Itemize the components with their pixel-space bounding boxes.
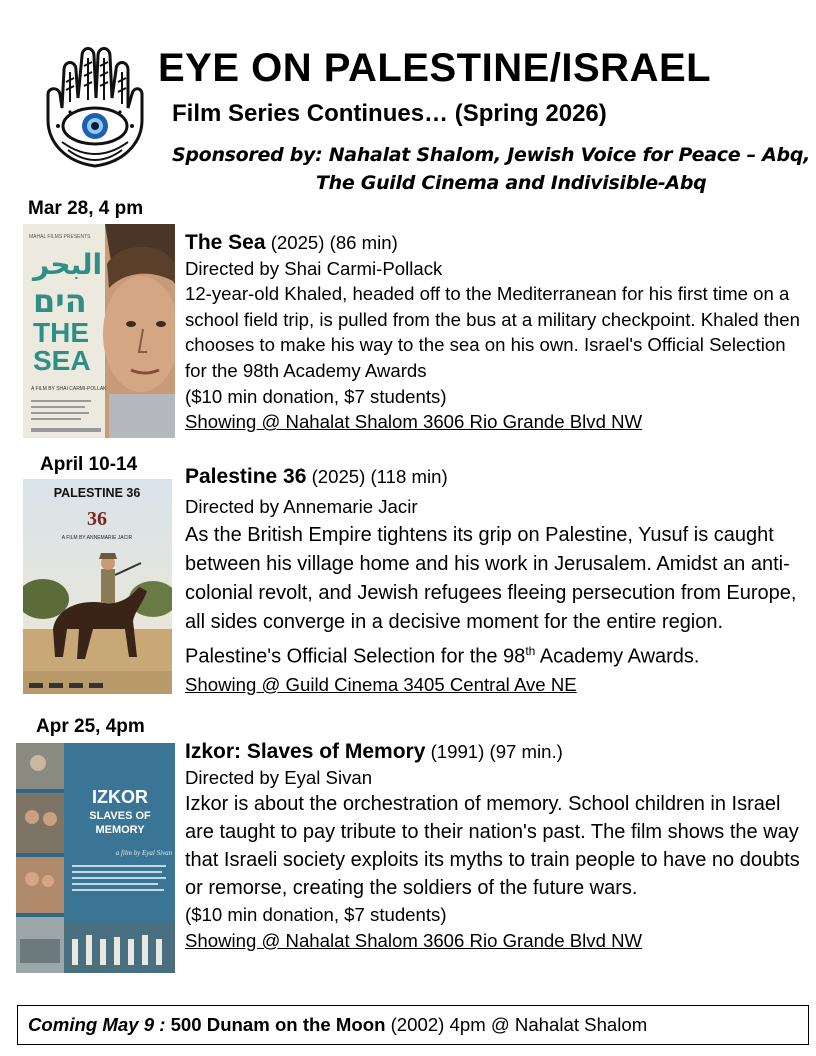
film-1-poster [23, 224, 175, 438]
page-title: EYE ON PALESTINE/ISRAEL [158, 46, 712, 90]
film-1-poster-title-2: SEA [33, 345, 91, 376]
film-1-poster-producer: MAHAL FILMS PRESENTS [29, 234, 91, 240]
film-1-title: The Sea [185, 231, 266, 254]
film-1-date: Mar 28, 4 pm [28, 198, 144, 219]
film-3-description: Izkor is about the orchestration of memory. School children in Israel are taught to pay tribute to their nation's past. The film shows the way that Israeli society exploits its myths to train people to have no doubts or remorse, creating the soldiers of the future wars. [185, 793, 800, 900]
hamsa-evil-eye-icon [40, 42, 150, 170]
film-1-poster-arabic-title: البحر [33, 248, 103, 281]
film-2-poster-credit: A FILM BY ANNEMARIE JACIR [61, 535, 133, 541]
film-3-poster-credit: a film by Eyal Sivan [115, 849, 173, 857]
film-1-director: Directed by Shai Carmi-Pollack [185, 257, 443, 279]
film-2-description: As the British Empire tightens its grip on Palestine, Yusuf is caught between his village home and his work in Jerusalem. Amidst an anti-colonial revolt, and Jewish refugees fleeing persecution from Europe, all sides converge in a decisive moment for the entire region. Palestine's Official Selection for the 98 [185, 524, 797, 668]
film-1-meta: (2025) (86 min) [265, 232, 398, 253]
film-3-poster-title-2: SLAVES OF [89, 810, 151, 822]
film-3-details [185, 739, 800, 953]
film-2-description-end: Academy Awards. [535, 645, 700, 668]
sponsor-line-1: Sponsored by: Nahalat Shalom, Jewish Voice for Peace – Abq, [172, 144, 811, 166]
film-3-price: ($10 min donation, $7 students) [185, 904, 447, 926]
film-3-showing-link[interactable]: Showing @ Nahalat Shalom 3606 Rio Grande Blvd NW [185, 929, 643, 951]
coming-soon-box [17, 1005, 809, 1045]
film-2-meta: (2025) (118 min) [306, 466, 448, 487]
film-1-price: ($10 min donation, $7 students) [185, 385, 447, 407]
film-1-description: 12-year-old Khaled, headed off to the Mediterranean for his first time on a school field trip, is pulled from the bus at a military checkpoint. Khaled then chooses to make his way to the sea on his own. Israel's Official Selection for the 98th Academy Awards [185, 283, 800, 381]
film-3-poster-title-1: IZKOR [92, 787, 148, 807]
film-2-poster-number: 36 [87, 508, 107, 530]
film-1-poster-credit: A FILM BY SHAI CARMI-POLLAK [31, 386, 107, 392]
film-2-description-block [185, 521, 800, 672]
film-3-poster [16, 743, 175, 973]
film-3-director: Directed by Eyal Sivan [185, 766, 373, 788]
film-2-poster [23, 479, 172, 694]
film-1-details [185, 230, 800, 435]
film-3-date: Apr 25, 4pm [36, 716, 145, 737]
film-2-showing-link[interactable]: Showing @ Guild Cinema 3405 Central Ave NE [185, 673, 577, 695]
film-3-poster-title-3: MEMORY [95, 824, 145, 836]
film-2-ordinal: th [525, 644, 536, 659]
coming-soon-details: (2002) 4pm @ Nahalat Shalom [385, 1014, 648, 1035]
page-subtitle: Film Series Continues… (Spring 2026) [172, 100, 607, 127]
film-2-date: April 10-14 [40, 454, 138, 475]
coming-soon-label: Coming May 9 : [28, 1014, 171, 1035]
film-2-poster-title: PALESTINE 36 [53, 486, 141, 500]
film-1-showing-link[interactable]: Showing @ Nahalat Shalom 3606 Rio Grande Blvd NW [185, 411, 643, 433]
film-2-title: Palestine 36 [185, 465, 307, 488]
film-1-poster-title-1: THE [33, 317, 89, 348]
film-2-director: Directed by Annemarie Jacir [185, 495, 418, 517]
film-1-poster-hebrew-title: הים [33, 282, 87, 320]
film-2-details [185, 464, 800, 697]
film-3-meta: (1991) (97 min.) [425, 741, 563, 762]
sponsor-line-2: The Guild Cinema and Indivisible-Abq [316, 172, 707, 194]
film-3-title: Izkor: Slaves of Memory [185, 740, 426, 763]
coming-soon-title: 500 Dunam on the Moon [170, 1014, 386, 1035]
